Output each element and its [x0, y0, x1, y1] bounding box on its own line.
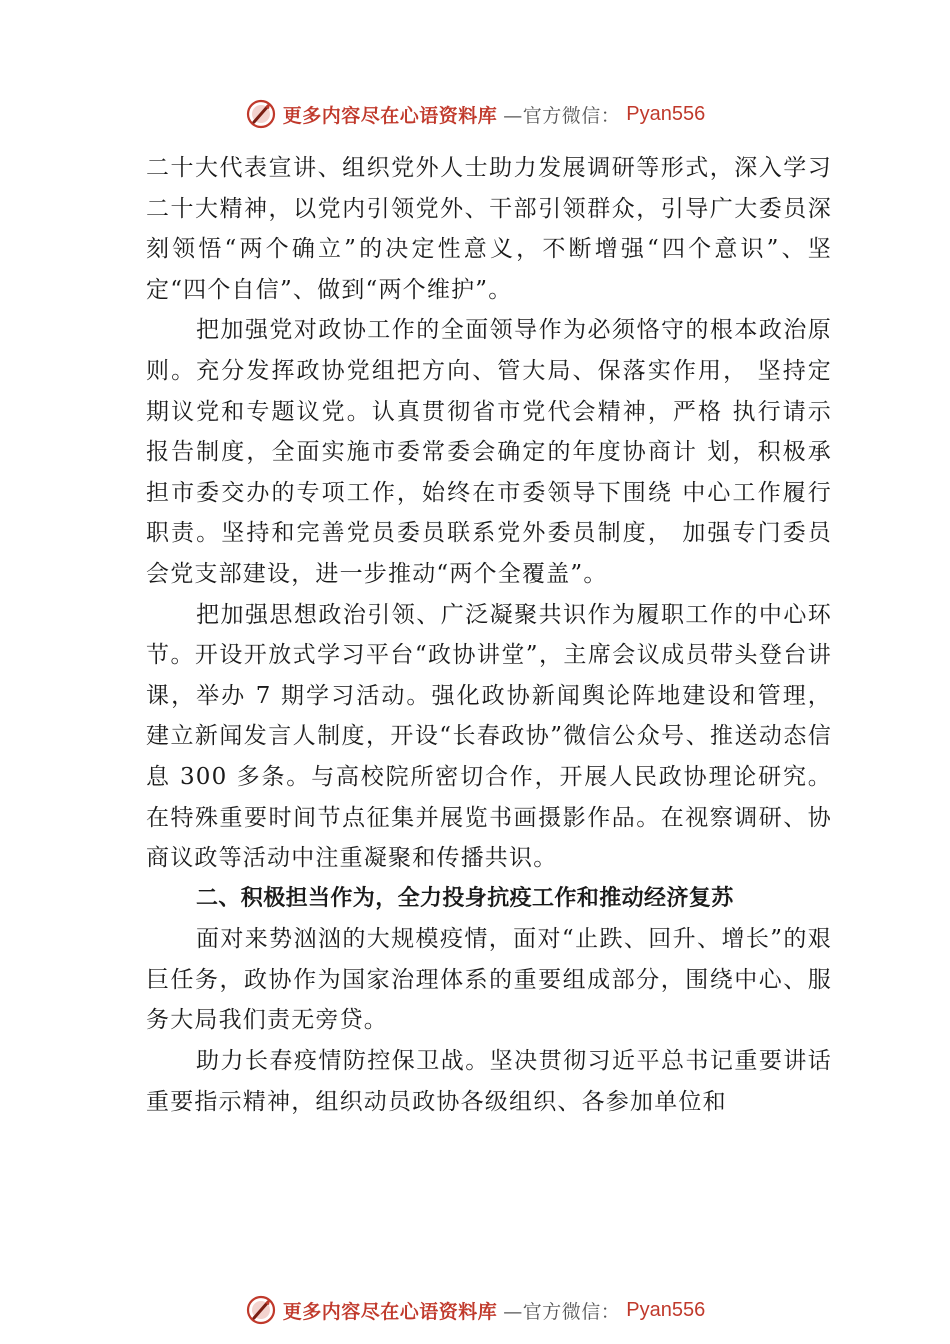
- brush-seal-logo-icon: [245, 1294, 277, 1326]
- brush-seal-logo-icon: [245, 98, 277, 130]
- watermark-wechat-id: Pyan556: [626, 102, 706, 125]
- watermark-title: 更多内容尽在心语资料库: [282, 104, 498, 127]
- header-watermark-banner: [0, 94, 950, 134]
- watermark-title: 更多内容尽在心语资料库: [282, 1300, 498, 1323]
- body-paragraph: 二十大代表宣讲、组织党外人士助力发展调研等形式，深入学习二十大精神，以党内引领党外、干部引领群众，引导广大委员深刻领悟“两个确立”的决定性意义，不断增强“四个意识”、坚定“四个自信”、做到“两个维护”。: [146, 155, 832, 303]
- watermark-wechat-label: —官方微信：: [503, 1300, 621, 1323]
- watermark-wechat-label: —官方微信：: [503, 104, 621, 127]
- footer-watermark-banner: [0, 1290, 950, 1330]
- watermark-wechat-id: Pyan556: [626, 1298, 706, 1321]
- body-paragraph: 面对来势汹汹的大规模疫情，面对“止跌、回升、增长”的艰巨任务，政协作为国家治理体系的重要组成部分，围绕中心、服务大局我们责无旁贷。: [146, 926, 832, 1034]
- body-paragraph: 把加强党对政协工作的全面领导作为必须恪守的根本政治原则。充分发挥政协党组把方向、管大局、保落实作用， 坚持定期议党和专题议党。认真贯彻省市党代会精神，严格 执行请示报告制度，全面实施市委常委会确定的年度协商计 划，积极承担市委交办的专项工作，始终在市委领导下围绕 中心工作履行职责。坚持和完善党员委员联系党外委员制度， 加强专门委员会党支部建设，进一步推动“两个全覆盖”。: [146, 317, 832, 587]
- document-body: [146, 148, 832, 1122]
- section-heading: 二、积极担当作为，全力投身抗疫工作和推动经济复苏: [196, 885, 734, 911]
- body-paragraph: 助力长春疫情防控保卫战。坚决贯彻习近平总书记重要讲话重要指示精神，组织动员政协各级组织、各参加单位和: [146, 1048, 832, 1115]
- body-paragraph: 把加强思想政治引领、广泛凝聚共识作为履职工作的中心环节。开设开放式学习平台“政协讲堂”，主席会议成员带头登台讲课，举办 7 期学习活动。强化政协新闻舆论阵地建设和管理，建立新闻发言人制度，开设“长春政协”微信公众号、推送动态信息 300 多条。与高校院所密切合作，开展人民政协理论研究。在特殊重要时间节点征集并展览书画摄影作品。在视察调研、协商议政等活动中注重凝聚和传播共识。: [146, 601, 832, 872]
